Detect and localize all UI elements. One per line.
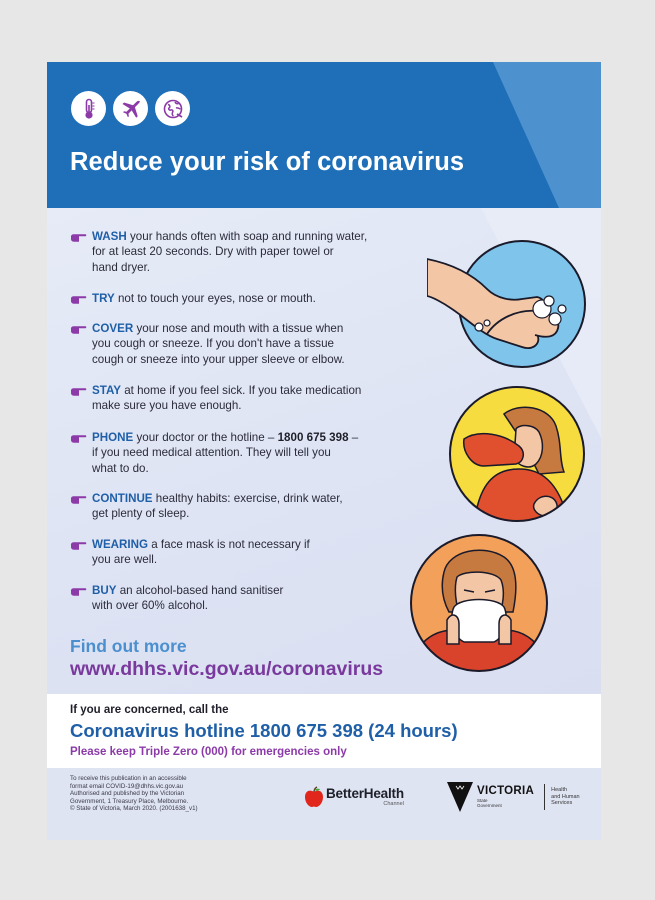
dept-line: and Human (551, 793, 580, 800)
website-link[interactable]: www.dhhs.vic.gov.au/coronavirus (70, 658, 384, 680)
tip-try (70, 291, 440, 310)
pointing-hand-icon (70, 537, 92, 568)
pointing-hand-icon (70, 291, 92, 310)
concerned-text: If you are concerned, call the (70, 704, 229, 716)
header-icons (71, 91, 190, 126)
hotline-number: Coronavirus hotline 1800 675 398 (24 hours) (70, 720, 458, 741)
tip-continue (70, 491, 440, 522)
tip-stay (70, 383, 440, 414)
victoria-triangle-icon (447, 782, 473, 812)
fine-print-line: Government, 1 Treasury Place, Melbourne. (70, 797, 189, 805)
pointing-hand-icon (70, 583, 92, 614)
tip-phone (70, 430, 440, 476)
pointing-hand-icon (70, 430, 92, 476)
phone-number: 1800 675 398 (277, 431, 349, 444)
handwashing-illustration (427, 239, 587, 369)
fine-print-line: format email COVID-19@dhhs.vic.gov.au (70, 782, 184, 790)
airplane-icon (113, 91, 148, 126)
tip-text: CONTINUE healthy habits: exercise, drink water, get plenty of sleep. (92, 492, 343, 521)
better-health-name: BetterHealth (326, 786, 404, 801)
victoria-sub: Government (477, 802, 502, 808)
fine-print-line: © State of Victoria, March 2020. (2001638_v1) (70, 805, 198, 813)
pointing-hand-icon (70, 491, 92, 522)
cough-into-elbow-illustration (444, 384, 590, 524)
tip-wash (70, 229, 440, 275)
triple-zero-note: Please keep Triple Zero (000) for emergencies only (70, 746, 347, 758)
fine-print-line: To receive this publication in an accessible (70, 775, 187, 782)
tip-wearing (70, 537, 440, 568)
globe-icon (155, 91, 190, 126)
dept-name (551, 787, 579, 807)
victoria-name: VICTORIA (477, 785, 535, 798)
victoria-logo (447, 782, 580, 812)
tip-text: PHONE your doctor or the hotline – 1800 675 398 – if you need medical attention. They will tell you what to do. (92, 431, 359, 475)
fine-print-line: Authorised and published by the Victorian (70, 790, 185, 798)
pointing-hand-icon (70, 321, 92, 367)
better-health-sub: Channel (383, 800, 404, 807)
victoria-sub: State (477, 797, 488, 803)
apple-icon (304, 786, 324, 808)
tip-text: WEARING a face mask is not necessary if you are well. (92, 538, 310, 567)
dept-line: Health (551, 786, 568, 793)
sneeze-into-tissue-illustration (409, 532, 549, 674)
tip-text: WASH your hands often with soap and running water, for at least 20 seconds. Dry with paper towel or hand dryer. (92, 230, 368, 274)
header-accent (451, 62, 601, 208)
fine-print (70, 775, 280, 813)
tip-buy (70, 583, 440, 614)
tip-text: TRY not to touch your eyes, nose or mouth. (92, 292, 316, 305)
tip-text: STAY at home if you feel sick. If you take medication make sure you have enough. (92, 384, 362, 413)
poster (47, 62, 601, 840)
poster-header (47, 62, 601, 208)
dept-line: Services (551, 800, 573, 807)
pointing-hand-icon (70, 229, 92, 275)
logo-divider (544, 784, 545, 810)
better-health-logo (304, 786, 404, 808)
tip-cover (70, 321, 440, 367)
find-out-more-heading: Find out more (70, 636, 187, 656)
thermometer-icon (71, 91, 106, 126)
pointing-hand-icon (70, 383, 92, 414)
tip-text: BUY an alcohol-based hand sanitiser with over 60% alcohol. (92, 584, 284, 613)
poster-title: Reduce your risk of coronavirus (70, 148, 465, 176)
tip-text: COVER your nose and mouth with a tissue when you cough or sneeze. If you don't have a tissue cough or sneeze into your upper sleeve or elbow. (92, 322, 345, 366)
